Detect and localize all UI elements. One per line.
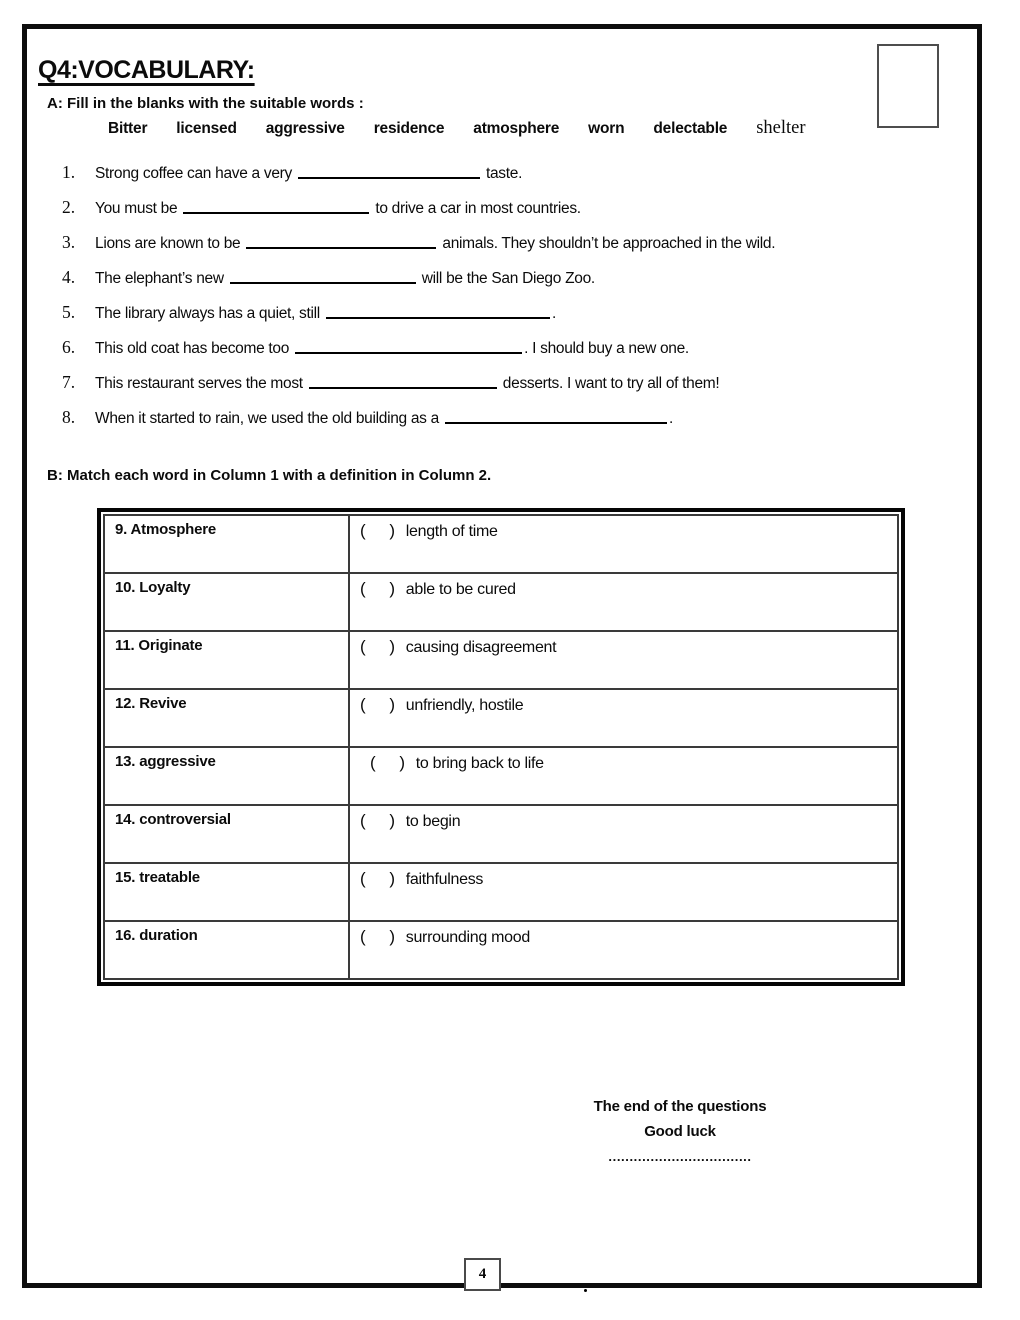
- item-number: 5.: [62, 302, 76, 322]
- word-cell: 9. Atmosphere: [104, 515, 349, 573]
- answer-parentheses: ( ): [360, 579, 395, 598]
- answer-parentheses: ( ): [360, 811, 395, 830]
- item-number: 7.: [62, 372, 76, 392]
- item-text: Strong coffee can have a very taste.: [95, 165, 523, 182]
- fill-blank-item-5: [62, 302, 942, 337]
- match-row-13: [104, 747, 898, 805]
- fill-blank-item-2: [62, 197, 942, 232]
- footer: [530, 1098, 830, 1164]
- definition-cell: [349, 921, 898, 979]
- blank-line: [309, 377, 497, 389]
- item-text: This restaurant serves the most desserts. I want to try all of them!: [95, 375, 720, 392]
- score-box: [877, 44, 939, 128]
- word-cell: 12. Revive: [104, 689, 349, 747]
- stray-dot: [584, 1289, 587, 1292]
- matching-table: [97, 508, 905, 986]
- match-row-12: [104, 689, 898, 747]
- word-bank-word: atmosphere: [473, 120, 560, 137]
- definition-cell: [349, 515, 898, 573]
- item-text: You must be to drive a car in most countries.: [95, 200, 581, 217]
- word-bank-word: licensed: [176, 120, 237, 137]
- page-title: Q4:VOCABULARY:: [38, 56, 255, 84]
- dotted-line: ..................................: [608, 1149, 752, 1164]
- fill-blank-item-8: [62, 407, 942, 442]
- definition-cell: [349, 573, 898, 631]
- definition-cell: [349, 863, 898, 921]
- word-bank-word: aggressive: [265, 120, 345, 137]
- item-text: The elephant’s new will be the San Diego Zoo.: [95, 270, 595, 287]
- word-cell: 16. duration: [104, 921, 349, 979]
- definition-cell: [349, 805, 898, 863]
- section-a-heading: A: Fill in the blanks with the suitable words :: [47, 95, 364, 112]
- blank-line: [445, 412, 667, 424]
- definition-cell: [349, 631, 898, 689]
- word-bank-word: Bitter: [108, 120, 148, 137]
- word-cell: 15. treatable: [104, 863, 349, 921]
- definition-text: surrounding mood: [405, 929, 530, 946]
- page-number: 4: [478, 1266, 487, 1282]
- match-row-10: [104, 573, 898, 631]
- word-cell: 14. controversial: [104, 805, 349, 863]
- item-number: 2.: [62, 197, 76, 217]
- definition-text: length of time: [405, 523, 498, 540]
- definition-text: to begin: [405, 813, 461, 830]
- item-number: 6.: [62, 337, 76, 357]
- blank-line: [183, 202, 369, 214]
- word-cell: 10. Loyalty: [104, 573, 349, 631]
- blank-line: [326, 307, 550, 319]
- blank-line: [295, 342, 522, 354]
- word-cell: 11. Originate: [104, 631, 349, 689]
- item-text: The library always has a quiet, still .: [95, 305, 556, 322]
- fill-blank-item-6: [62, 337, 942, 372]
- blank-line: [246, 237, 436, 249]
- fill-blank-item-1: [62, 162, 942, 197]
- match-row-15: [104, 863, 898, 921]
- match-row-16: [104, 921, 898, 979]
- item-text: Lions are known to be animals. They shouldn’t be approached in the wild.: [95, 235, 776, 252]
- blank-line: [230, 272, 416, 284]
- word-bank-word: residence: [373, 120, 445, 137]
- good-luck-text: Good luck: [644, 1123, 716, 1140]
- fill-blank-item-7: [62, 372, 942, 407]
- match-row-14: [104, 805, 898, 863]
- word-cell: 13. aggressive: [104, 747, 349, 805]
- fill-blank-item-4: [62, 267, 942, 302]
- answer-parentheses: ( ): [360, 869, 395, 888]
- word-bank-word: shelter: [756, 118, 806, 138]
- definition-text: unfriendly, hostile: [405, 697, 524, 714]
- item-number: 4.: [62, 267, 76, 287]
- item-text: This old coat has become too . I should buy a new one.: [95, 340, 689, 357]
- item-number: 8.: [62, 407, 76, 427]
- blank-line: [298, 167, 480, 179]
- definition-text: able to be cured: [405, 581, 516, 598]
- definition-text: faithfulness: [405, 871, 484, 888]
- section-b-heading: B: Match each word in Column 1 with a definition in Column 2.: [47, 467, 492, 484]
- item-number: 3.: [62, 232, 76, 252]
- definition-cell: [349, 747, 898, 805]
- match-row-9: [104, 515, 898, 573]
- answer-parentheses: ( ): [370, 753, 405, 772]
- answer-parentheses: ( ): [360, 637, 395, 656]
- answer-parentheses: ( ): [360, 521, 395, 540]
- word-bank-word: worn: [588, 120, 625, 137]
- definition-text: to bring back to life: [415, 755, 544, 772]
- fill-blank-list: [62, 162, 942, 442]
- item-text: When it started to rain, we used the old building as a .: [95, 410, 673, 427]
- item-number: 1.: [62, 162, 76, 182]
- definition-text: causing disagreement: [405, 639, 557, 656]
- definition-cell: [349, 689, 898, 747]
- page-number-box: [464, 1258, 501, 1291]
- answer-parentheses: ( ): [360, 927, 395, 946]
- word-bank: [108, 118, 806, 139]
- answer-parentheses: ( ): [360, 695, 395, 714]
- fill-blank-item-3: [62, 232, 942, 267]
- match-row-11: [104, 631, 898, 689]
- end-of-questions-text: The end of the questions: [593, 1098, 767, 1115]
- word-bank-word: delectable: [653, 120, 728, 137]
